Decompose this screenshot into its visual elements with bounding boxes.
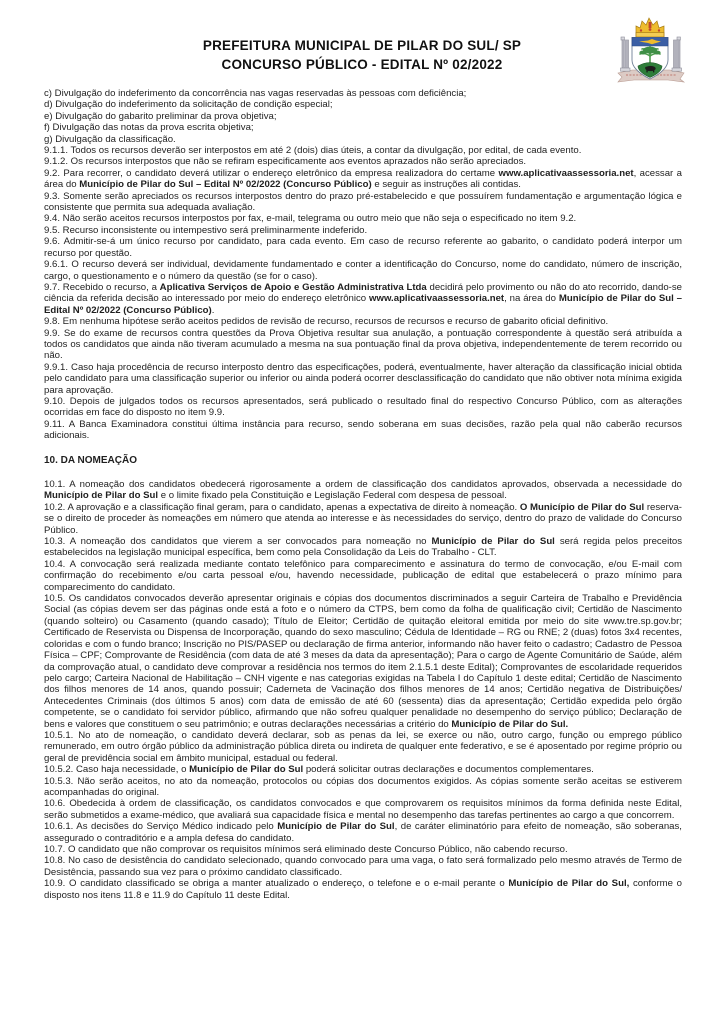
paragraph: 10.3. A nomeação dos candidatos que vierem a ser convocados para nomeação no Município de Pilar do Sul será regida pelos preceitos estabelecidos na legislação municipal específica, bem como pela Consolidação da Leis do Trabalho - CLT. — [44, 536, 682, 559]
paragraph: 9.9. Se do exame de recursos contra questões da Prova Objetiva resultar sua anulação, a pontuação correspondente à questão será atribuída a todos os candidatos que ainda não tiveram acumulado a mesma na sua pontuação final da prova objetiva, independentemente de terem recorrido ou não. — [44, 327, 682, 362]
paragraph: d) Divulgação do indeferimento da solicitação de condição especial; — [44, 99, 333, 111]
paragraph: 10.5.1. No ato de nomeação, o candidato deverá declarar, sob as penas da lei, se exerce ou não, outro cargo, função ou emprego público remunerado, em outro órgão público da administração pública direta ou indireta de qualquer ente federativo, e se é aposentado por regime próprio ou geral de previdência social em âmbito municipal, estadual ou federal. — [44, 729, 682, 764]
paragraph: 10.5.2. Caso haja necessidade, o Município de Pilar do Sul poderá solicitar outras declarações e documentos complementares. — [44, 764, 594, 776]
paragraph: 10.4. A convocação será realizada mediante contato telefônico para comparecimento e assinatura do termo de convocação, e/ou E-mail com confirmação do recebimento e/ou carta pessoal e/ou, havendo necessidade, publicação de edital que estabelecerá o prazo mínimo para comparecimento do candidato. — [44, 558, 682, 593]
paragraph: 10.5.3. Não serão aceitos, no ato da nomeação, protocolos ou cópias dos documentos exigidos. As cópias somente serão aceitas se estiverem acompanhadas do original. — [44, 775, 682, 798]
paragraph: 9.6.1. O recurso deverá ser individual, devidamente fundamentado e conter a identificação do Concurso, nome do candidato, número de inscrição, cargo, o questionamento e o número da questão (se for o caso). — [44, 259, 682, 282]
paragraph: 9.2. Para recorrer, o candidato deverá utilizar o endereço eletrônico da empresa realizadora do certame www.aplicativaassessoria.net, acessar a área do Município de Pilar do Sul – Edital Nº 02/2022 (Concurso Público) e seguir as instruções ali contidas. — [44, 167, 682, 191]
paragraph: 9.5. Recurso inconsistente ou intempestivo será preliminarmente indeferido. — [44, 224, 368, 236]
paragraph: 9.11. A Banca Examinadora constitui última instância para recurso, sendo soberana em suas decisões, razão pela qual não caberão recursos adicionais. — [44, 418, 682, 442]
coat-of-arms-icon — [612, 16, 690, 86]
paragraph: 9.9.1. Caso haja procedência de recurso interposto dentro das especificações, poderá, eventualmente, haver alteração da classificação inicial obtida pelo candidato para uma classificação superior ou inferior ou ainda poderá ocorrer desclassificação do candidato que não obtiver nota mínima exigida para aprovação. — [44, 361, 682, 396]
paragraph: g) Divulgação da classificação. — [44, 133, 176, 145]
paragraph: 10.6.1. As decisões do Serviço Médico indicado pelo Município de Pilar do Sul, de caráter eliminatório para efeito de nomeação, são soberanas, assegurado o contraditório e a ampla defesa do candidato. — [44, 821, 682, 844]
paragraph: 9.7. Recebido o recurso, a Aplicativa Serviços de Apoio e Gestão Administrativa Ltda decidirá pelo provimento ou não do ato recorrido, dando-se ciência da referida decisão ao interessado por meio do endereço eletrônico www.aplicativaassessoria.net, na área do Município de Pilar do Sul – Edital Nº 02/2022 (Concurso Público). — [44, 281, 683, 316]
paragraph: 9.3. Somente serão apreciados os recursos interpostos dentro do prazo pré-estabelecido e que possuírem fundamentação e argumentação lógica e consistente que permita sua adequada avaliação. — [44, 190, 682, 214]
paragraph: 10.8. No caso de desistência do candidato selecionado, quando convocado para uma vaga, o fato será formalizado pelo mesmo através de Termo de Desistência, passando sua vez para o próximo candidato classificado. — [44, 855, 682, 878]
paragraph: e) Divulgação do gabarito preliminar da prova objetiva; — [44, 110, 277, 122]
paragraph: 10.2. A aprovação e a classificação final geram, para o candidato, apenas a expectativa de direito à nomeação. O Município de Pilar do Sul reserva-se o direito de proceder às nomeações em número que atenda ao interesse e às necessidades do serviço, dentro do prazo de validade do Concurso Público. — [44, 501, 682, 536]
paragraph: 9.6. Admitir-se-á um único recurso por candidato, para cada evento. Em caso de recurso referente ao gabarito, o candidato poderá interpor um recurso por questão. — [44, 236, 682, 259]
paragraph: 10.9. O candidato classificado se obriga a manter atualizado o endereço, o telefone e o e-mail perante o Município de Pilar do Sul, conforme o disposto nos itens 11.8 e 11.9 do Capítulo 11 deste Edital. — [44, 878, 683, 901]
paragraph: 9.1.2. Os recursos interpostos que não se refiram especificamente aos eventos aprazados não serão apreciados. — [44, 156, 527, 168]
document-body — [44, 88, 682, 901]
paragraph: 10.7. O candidato que não comprovar os requisitos mínimos será eliminado deste Concurso Público, não cabendo recurso. — [44, 844, 568, 855]
paragraph: 9.8. Em nenhuma hipótese serão aceitos pedidos de revisão de recurso, recursos de recursos e recurso de gabarito oficial definitivo. — [44, 316, 609, 328]
paragraph: c) Divulgação do indeferimento da concorrência nas vagas reservadas às pessoas com deficiência; — [44, 88, 467, 99]
paragraph: 9.4. Não serão aceitos recursos interpostos por fax, e-mail, telegrama ou outro meio que não seja o especificado no item 9.2. — [44, 213, 577, 225]
section-heading: 10. DA NOMEAÇÃO — [44, 454, 137, 466]
header-title-line2: CONCURSO PÚBLICO - EDITAL Nº 02/2022 — [221, 57, 503, 72]
paragraph: 10.1. A nomeação dos candidatos obedecerá rigorosamente a ordem de classificação dos candidatos aprovados, observada a necessidade do Município de Pilar do Sul e o limite fixado pela Constituição e Legislação Federal com despesa de pessoal. — [44, 479, 682, 502]
paragraph: 9.1.1. Todos os recursos deverão ser interpostos em até 2 (dois) dias úteis, a contar da divulgação, por edital, de cada evento. — [44, 145, 582, 157]
paragraph: f) Divulgação das notas da prova escrita objetiva; — [44, 122, 254, 134]
paragraph: 10.6. Obedecida à ordem de classificação, os candidatos convocados e que comprovarem os requisitos mínimos da forma definida neste Edital, serão submetidos a exame-médico, que avaliará sua capacidade física e mental no desempenho das tarefas pertinentes ao cargo a que concorrem. — [44, 798, 682, 821]
header-title-line1: PREFEITURA MUNICIPAL DE PILAR DO SUL/ SP — [202, 38, 522, 53]
paragraph: 9.10. Depois de julgados todos os recursos apresentados, será publicado o resultado final do respectivo Concurso Público, com as alterações ocorridas em face do disposto no item 9.9. — [44, 395, 682, 419]
paragraph: 10.5. Os candidatos convocados deverão apresentar originais e cópias dos documentos discriminados a seguir Carteira de Trabalho e Previdência Social (as cópias devem ser das páginas onde está a foto e o número da CTPS, bem como da folha de qualificação civil; Certidão de Nascimento (quando solteiro) ou Casamento (quando casado); Título de Eleitor; Certidão de quitação eleitoral emitida por meio do site www.tre.sp.gov.br; Certificado de Reservista ou Dispensa de Incorporação, quando do sexo masculino; Cédula de Identidade – RG ou RNE; 2 (duas) fotos 3x4 recentes, coloridas e com o fundo branco; Inscrição no PIS/PASEP ou declaração de firma anterior, informando não haver feito o cadastro; Cadastro de Pessoa Física – CPF; Comprovante de Residência (com data de até 3 meses da data da apresentação); Para o cargo de Agente Comunitário de Saúde, além da comprovação atual, o candidato deve comprovar a residência nos termos do item 2.1.5.1 deste Edital); Comprovantes de escolaridade requeridos pelo cargo; Carteira Nacional de Habilitação – CNH vigente e nas categorias exigidas na Tabela I do Capítulo 1 deste edital; Certidão de Nascimento dos filhos menores de 14 anos, quando possuir; Caderneta de Vacinação dos filhos menores de 14 anos; Certidão negativa de Distribuições/ Antecedentes Criminais (dos últimos 5 anos) com data de emissão de até 60 (sessenta) dias da apresentação; Certidão expedida pelo órgão competente, se o candidato foi servidor público, afirmando que não sofreu qualquer penalidade no desempenho do serviço público; Declaração de bens e valores que constituem o seu patrimônio; e outras declarações necessárias a critério do Município de Pilar do Sul. — [44, 593, 682, 730]
